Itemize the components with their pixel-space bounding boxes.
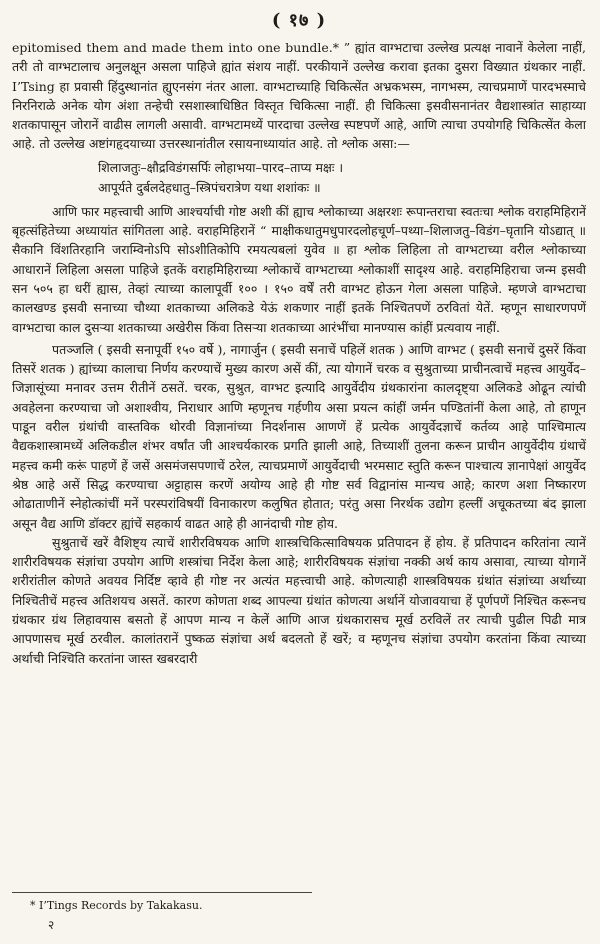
paragraph-3: पतञ्जलि ( इसवी सनापूर्वी १५० वर्षे ), नागार्जुन ( इसवी सनाचें पहिलें शतक ) आणि वाग्भट ( इसवी सनाचें दुसरें किंवा तिसरें शतक ) ह्यांच्या कालाचा निर्णय करण्याचें मुख्य कारण असें कीं, त्या योगानें चरक व सुश्रुताच्या प्राचीनत्वाचें महत्त्व आयुर्वेद–जिज्ञासूंच्या मनावर उत्तम रीतीनें ठसतें. चरक, सुश्रुत, वाग्भट इत्यादि आयुर्वेदीय ग्रंथकारांना कालदृष्ट्या अलिकडे ओढून त्यांची अवहेलना करण्याचा जो अशाश्वीय, निराधार आणि म्हणूनच गर्हणीय असा प्रयत्न कांहीं जर्मन पण्डितांनीं केला आहे, तो हाणून पाडून वरील ग्रंथांची वास्तविक थोरवी विज्ञानांच्या निदर्शनास आणणें हें प्रत्येक आयुर्वेदज्ञाचें कर्तव्य आहे पाश्चिमात्य वैद्यकशास्त्रामध्यें अलिकडील शंभर वर्षांत जी आश्चर्यकारक प्रगति झाली आहे, तिच्याशीं तुलना करून प्राचीन आयुर्वेदीय ग्रंथाचें महत्त्व कमी करूं पाहणें हें जसें असमंजसपणाचें ठरेल, त्याचप्रमाणें आयुर्वेदाची भरमसाट स्तुति करून पाश्चात्य ज्ञानापेक्षां आयुर्वेद श्रेष्ठ आहे असें सिद्ध करण्याचा अट्टाहास करणें अयोग्य आहे ही गोष्ट सर्व विद्वानांस मान्यच आहे; कारण अशा निष्कारण ओढाताणीनें स्नेहोत्कांचीं मनें परस्परांविषयीं विनाकारण कलुषित होतात; परंतु असा निरर्थक उद्योग हल्लीं अचूकतच्या बंद झाला असून वैद्य आणि डॉक्टर ह्यांचें सहकार्य वाढत आहे ही आनंदाची गोष्ट होय.	[12, 341, 586, 531]
paragraph-1: epitomised them and made them into one bundle.* ” ह्यांत वाग्भटाचा उल्लेख प्रत्यक्ष नावानें केलेला नाहीं, तरी तो वाग्भटालाच अनुलक्षून असला पाहिजे ह्यांत संशय नाहीं. परकीयानें उल्लेख करावा इतका दुसरा विख्यात ग्रंथकार नाहीं. I’Tsing हा प्रवासी हिंदुस्थानांत ह्युएनसंग नंतर आला. वाग्भटाच्याहि चिकित्सेंत अभ्रकभस्म, नागभस्म, त्याचप्रमाणें पारदभस्माचे निरनिराळे अनेक योग अंशा तन्हेची रसशास्त्राधिष्ठित विस्तृत चिकित्सा नाहीं. ही चिकित्सा इसवीसनानंतर वैद्यशास्त्रांत साहाय्या शतकापासून जोरानें वाढीस लागली असावी. वाग्भटामध्यें पारदाचा उल्लेख स्पष्टपणें आहे, आणि त्याचा उपयोगहि चिकित्सेंत केला आहे. तो उल्लेख अष्टांगहृदयाच्या उत्तरस्थानांतील रसायनाध्यायांत आहे. तो श्लोक असा:—	[12, 40, 586, 152]
signature-mark: २	[48, 918, 55, 932]
paragraph-2: आणि फार महत्त्वाची आणि आश्चर्याची गोष्ट अशी कीं ह्याच श्लोकाच्या अक्षरशः रूपान्तराचा स्वतःचा श्लोक वराहमिहिरानें बृहत्संहितेच्या अध्यायांत सांगितला आहे. वराहमिहिरानें “ माक्षीकधातुमधुपारदलोहचूर्ण–पथ्या–शिलाजतु–विडंग–घृतानि योऽद्यात् ॥ सैकानि विंशतिरहानि जराम्विनोऽपि सोऽशीतिकोपि रमयत्यबलां युवेव ॥ हा श्लोक लिहिला तो वाग्भटाच्या वरील श्लोकाच्या आधारानें लिहिला असला पाहिजे इतकें वराहमिहिराच्या श्लोकाचें वाग्भटाच्या श्लोकाशीं सादृश्य आहे. वराहमिहिराचा जन्म इसवी सन ५०५ हा धरीं ह्यास, तेव्हां त्याच्या कालापूर्वी १०० । १५० वर्षें तरी वाग्भट होऊन गेला असला पाहिजे. म्हणजे वाग्भटाचा कालखण्ड इसवी सनाच्या चौथ्या शतकाच्या अलिकडे येऊं शकणार नाहीं इतकें निश्चितपणें ठरवितां येतें. म्हणून साधारणपणें वाग्भटाचा काल दुसऱ्या शतकाच्या अखेरीस किंवा तिसऱ्या शतकाच्या आरंभींचा मानण्यास कांहीं प्रत्यवाय नाहीं.	[12, 203, 586, 335]
footnote-rule	[12, 892, 312, 893]
verse-line-2: आपूर्यते दुर्बलदेहधातु–स्त्रिपंचरात्रेण यथा शशांकः ॥	[98, 179, 321, 195]
verse-block	[98, 158, 586, 198]
page-number: ( १७ )	[271, 10, 327, 31]
paragraph-4: सुश्रुताचें खरें वैशिष्ट्य त्याचें शारीरविषयक आणि शास्त्रचिकित्साविषयक प्रतिपादन हें होय. हें प्रतिपादन करितांना त्यानें शारीरविषयक संज्ञांचा उपयोग आणि शस्त्रांचा निर्देश केला आहे; शारीरविषयक संज्ञांचा नक्की अर्थ काय असावा, त्याच्या योगानें शरीरांतील कोणते अवयव निर्दिष्ट व्हावे ही गोष्ट नर अत्यंत महत्त्वाची आहे. कोणत्याही शास्त्रविषयक ग्रंथांत संज्ञांच्या अर्थाच्या निश्चितीचें महत्त्व अतिशयच असतें. कारण कोणता शब्द आपल्या ग्रंथांत कोणत्या अर्थानें योजावयाचा हें पूर्णपणें निश्चित करूनच ग्रंथकार ग्रंथ लिहावयास बसतो हें आपण मान्य न केलें आणि आज ग्रंथकारासच मूर्ख ठरविलें तर त्याची पुढील पिढी मात्र आपणासच मूर्ख ठरवील. कालांतरानें पुष्कळ संज्ञांचा अर्थ बदलतो हें खरें; व म्हणूनच संज्ञांचा उपयोग करतांना किंवा त्याच्या अर्थाची निश्चिति करतांना जास्त खबरदारी	[12, 534, 586, 666]
verse-line-1: शिलाजतुः–क्षौद्रविडंगसर्पिः लोहाभया–पारद–ताप्य मक्षः ।	[98, 159, 344, 175]
body-text	[12, 38, 586, 668]
footnote: * I’Tings Records by Takakasu.	[30, 899, 203, 912]
